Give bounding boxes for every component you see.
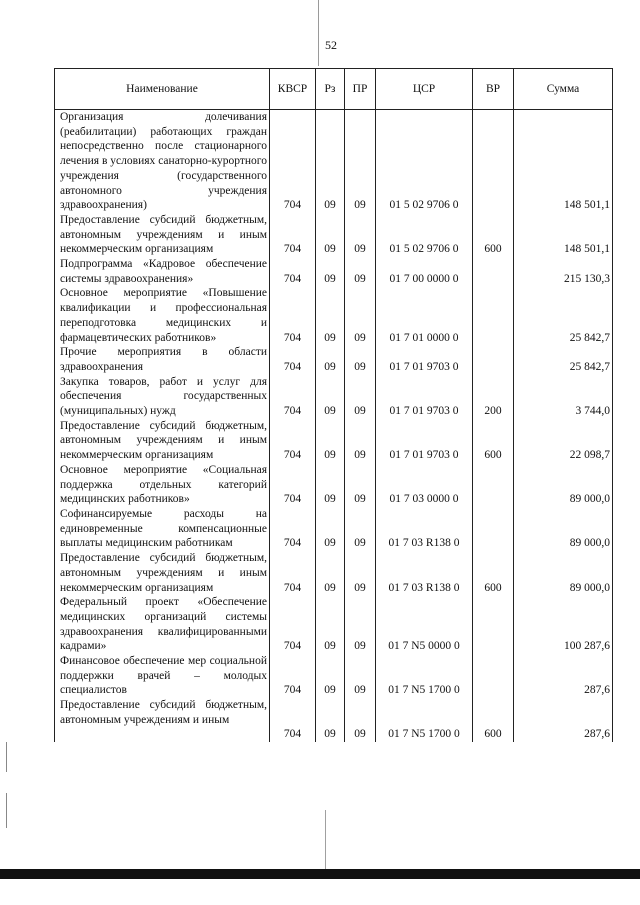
cell-name: Закупка товаров, работ и услуг для обеспечения государственных (муниципальных) нужд [55,375,270,419]
header-rz: Рз [316,69,345,110]
cell-pr: 09 [345,345,376,374]
scan-fold-line-top [318,0,319,66]
cell-sum: 25 842,7 [514,286,613,345]
cell-pr: 09 [345,463,376,507]
budget-table [54,68,613,742]
table-row [55,110,613,213]
cell-name: Предоставление субсидий бюджетным, автономным учреждениям и иным некоммерческим организациям [55,213,270,257]
cell-rz: 09 [316,551,345,595]
cell-vr: 200 [473,375,514,419]
cell-name: Федеральный проект «Обеспечение медицинских организаций системы здравоохранения квалифицированными кадрами» [55,595,270,654]
cell-vr [473,345,514,374]
cell-rz: 09 [316,110,345,213]
cell-sum: 100 287,6 [514,595,613,654]
cell-name: Прочие мероприятия в области здравоохранения [55,345,270,374]
cell-sum: 287,6 [514,654,613,698]
cell-csr: 01 7 01 0000 0 [376,286,473,345]
table-row [55,345,613,374]
cell-pr: 09 [345,375,376,419]
cell-vr: 600 [473,551,514,595]
cell-csr: 01 7 03 R138 0 [376,551,473,595]
cell-rz: 09 [316,375,345,419]
cell-rz: 09 [316,698,345,742]
scan-mark-left-2 [6,793,7,828]
cell-kvsr: 704 [270,595,316,654]
cell-name: Предоставление субсидий бюджетным, автономным учреждениям и иным [55,698,270,742]
cell-name: Основное мероприятие «Повышение квалификации и профессиональная переподготовка медицинских и фармацевтических работников» [55,286,270,345]
header-kvsr: КВСР [270,69,316,110]
table-row [55,507,613,551]
cell-csr: 01 7 03 0000 0 [376,463,473,507]
cell-csr: 01 5 02 9706 0 [376,110,473,213]
cell-rz: 09 [316,419,345,463]
cell-csr: 01 7 N5 1700 0 [376,698,473,742]
cell-vr [473,463,514,507]
header-name: Наименование [55,69,270,110]
cell-vr: 600 [473,213,514,257]
cell-rz: 09 [316,286,345,345]
cell-csr: 01 7 N5 1700 0 [376,654,473,698]
cell-kvsr: 704 [270,654,316,698]
cell-name: Софинансируемые расходы на единовременные компенсационные выплаты медицинским работникам [55,507,270,551]
cell-pr: 09 [345,419,376,463]
cell-pr: 09 [345,654,376,698]
cell-name: Предоставление субсидий бюджетным, автономным учреждениям и иным некоммерческим организациям [55,419,270,463]
cell-name: Подпрограмма «Кадровое обеспечение системы здравоохранения» [55,257,270,286]
cell-csr: 01 7 N5 0000 0 [376,595,473,654]
cell-sum: 148 501,1 [514,213,613,257]
table-row [55,375,613,419]
table-header-row [55,69,613,110]
cell-kvsr: 704 [270,463,316,507]
cell-vr [473,257,514,286]
cell-sum: 215 130,3 [514,257,613,286]
cell-rz: 09 [316,507,345,551]
cell-kvsr: 704 [270,375,316,419]
cell-pr: 09 [345,595,376,654]
cell-kvsr: 704 [270,419,316,463]
cell-vr [473,286,514,345]
cell-csr: 01 7 01 9703 0 [376,375,473,419]
cell-sum: 89 000,0 [514,551,613,595]
cell-kvsr: 704 [270,110,316,213]
cell-vr [473,654,514,698]
cell-sum: 25 842,7 [514,345,613,374]
table-row [55,551,613,595]
table-row [55,463,613,507]
cell-pr: 09 [345,110,376,213]
cell-csr: 01 7 01 9703 0 [376,345,473,374]
cell-rz: 09 [316,463,345,507]
cell-rz: 09 [316,345,345,374]
cell-sum: 89 000,0 [514,463,613,507]
cell-vr: 600 [473,419,514,463]
scan-edge-bar [0,869,640,879]
cell-kvsr: 704 [270,286,316,345]
cell-pr: 09 [345,257,376,286]
cell-csr: 01 5 02 9706 0 [376,213,473,257]
page-number: 52 [325,38,337,52]
cell-sum: 22 098,7 [514,419,613,463]
table-row [55,286,613,345]
cell-pr: 09 [345,551,376,595]
cell-vr [473,507,514,551]
cell-sum: 3 744,0 [514,375,613,419]
cell-rz: 09 [316,654,345,698]
cell-name: Предоставление субсидий бюджетным, автономным учреждениям и иным некоммерческим организациям [55,551,270,595]
cell-name: Организация долечивания (реабилитации) работающих граждан непосредственно после стационарного лечения в условиях санаторно-курортного учреждения (государственного автономного учреждения здравоохранения) [55,110,270,213]
table-body [55,110,613,743]
cell-rz: 09 [316,213,345,257]
header-pr: ПР [345,69,376,110]
cell-pr: 09 [345,698,376,742]
cell-rz: 09 [316,257,345,286]
cell-name: Финансовое обеспечение мер социальной поддержки врачей – молодых специалистов [55,654,270,698]
cell-kvsr: 704 [270,507,316,551]
cell-sum: 148 501,1 [514,110,613,213]
cell-kvsr: 704 [270,698,316,742]
cell-pr: 09 [345,286,376,345]
table-row [55,257,613,286]
table-row [55,213,613,257]
cell-name: Основное мероприятие «Социальная поддержка отдельных категорий медицинских работников» [55,463,270,507]
cell-csr: 01 7 00 0000 0 [376,257,473,286]
table-row [55,419,613,463]
scan-fold-line-bottom [325,810,326,870]
scan-mark-left-1 [6,742,7,772]
cell-vr: 600 [473,698,514,742]
cell-kvsr: 704 [270,213,316,257]
table-row [55,698,613,742]
cell-csr: 01 7 03 R138 0 [376,507,473,551]
cell-vr [473,595,514,654]
cell-pr: 09 [345,507,376,551]
table-row [55,654,613,698]
header-vr: ВР [473,69,514,110]
header-csr: ЦСР [376,69,473,110]
cell-rz: 09 [316,595,345,654]
cell-csr: 01 7 01 9703 0 [376,419,473,463]
header-sum: Сумма [514,69,613,110]
cell-sum: 89 000,0 [514,507,613,551]
cell-kvsr: 704 [270,345,316,374]
cell-vr [473,110,514,213]
cell-sum: 287,6 [514,698,613,742]
cell-pr: 09 [345,213,376,257]
cell-kvsr: 704 [270,551,316,595]
table-row [55,595,613,654]
cell-kvsr: 704 [270,257,316,286]
